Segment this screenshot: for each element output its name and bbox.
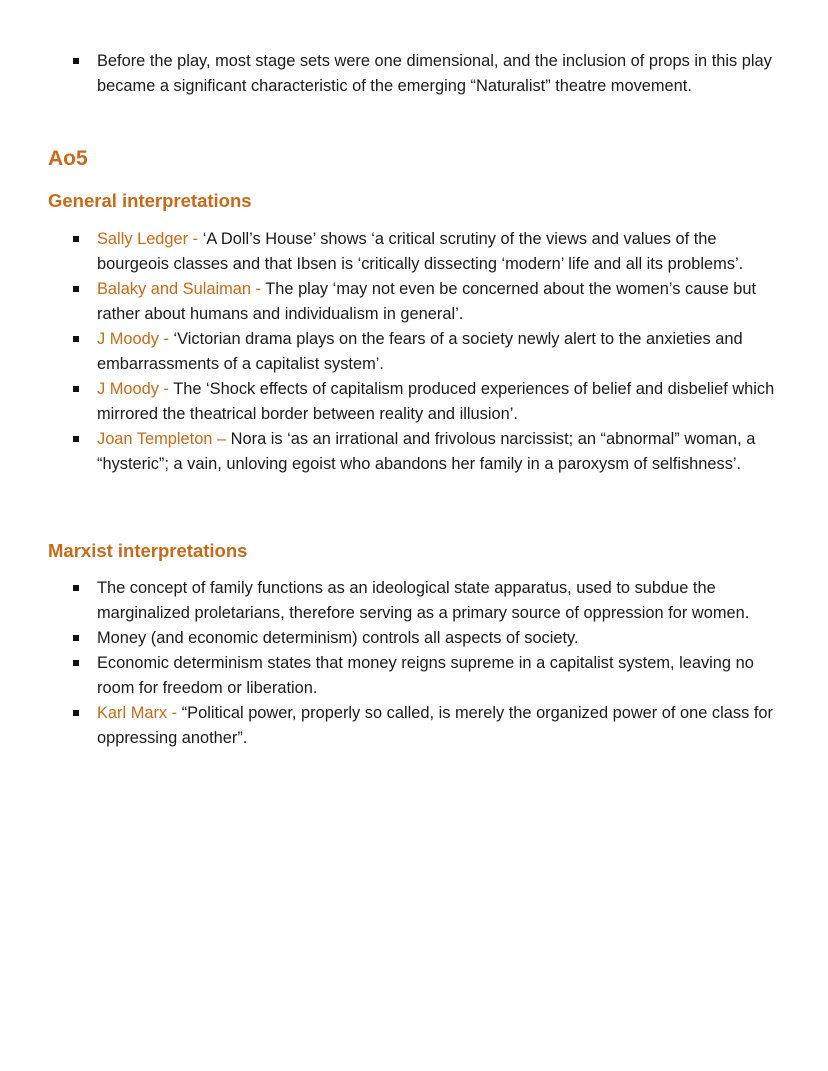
- bullet-text: Economic determinism states that money reigns supreme in a capitalist system, leaving no room for freedom or liberation.: [97, 654, 754, 697]
- bullet-source: Karl Marx -: [97, 704, 182, 722]
- intro-bullet-list: [0, 49, 828, 99]
- list-item: [0, 651, 828, 701]
- square-bullet-icon: [73, 286, 79, 292]
- square-bullet-icon: [73, 660, 79, 666]
- list-item: [0, 626, 828, 651]
- list-item: [0, 277, 828, 327]
- marxist-interpretations-heading: Marxist interpretations: [48, 540, 248, 561]
- bullet-text: Before the play, most stage sets were one dimensional, and the inclusion of props in this play became a significant characteristic of the emerging “Naturalist” theatre movement.: [97, 52, 772, 95]
- square-bullet-icon: [73, 585, 79, 591]
- bullet-text: Nora is ‘as an irrational and frivolous narcissist; an “abnormal” woman, a “hysteric”; a vain, unloving egoist who abandons her family in a paroxysm of selfishness’.: [97, 430, 756, 473]
- square-bullet-icon: [73, 58, 79, 64]
- bullet-text: The play ‘may not even be concerned about the women’s cause but rather about humans and individualism in general’.: [97, 280, 757, 323]
- list-item: [0, 227, 828, 277]
- bullet-source: Balaky and Sulaiman -: [97, 280, 266, 298]
- general-bullet-list: [0, 227, 828, 477]
- bullet-text: ‘Victorian drama plays on the fears of a society newly alert to the anxieties and embarrassments of a capitalist system’.: [97, 330, 743, 373]
- square-bullet-icon: [73, 710, 79, 716]
- square-bullet-icon: [73, 386, 79, 392]
- bullet-text: The ‘Shock effects of capitalism produced experiences of belief and disbelief which mirrored the theatrical border between reality and illusion’.: [97, 380, 775, 423]
- bullet-source: Joan Templeton –: [97, 430, 231, 448]
- bullet-source: J Moody -: [97, 330, 174, 348]
- square-bullet-icon: [73, 436, 79, 442]
- list-item: [0, 377, 828, 427]
- bullet-source: J Moody -: [97, 380, 174, 398]
- list-item: [0, 327, 828, 377]
- list-item: [0, 49, 828, 99]
- bullet-text: The concept of family functions as an ideological state apparatus, used to subdue the marginalized proletarians, therefore serving as a primary source of oppression for women.: [97, 579, 750, 622]
- list-item: [0, 427, 828, 477]
- square-bullet-icon: [73, 236, 79, 242]
- bullet-text: “Political power, properly so called, is merely the organized power of one class for oppressing another”.: [97, 704, 773, 747]
- section-heading: Ao5: [48, 147, 88, 170]
- square-bullet-icon: [73, 635, 79, 641]
- marxist-bullet-list: [0, 576, 828, 751]
- list-item: [0, 576, 828, 626]
- bullet-source: Sally Ledger -: [97, 230, 203, 248]
- square-bullet-icon: [73, 336, 79, 342]
- general-interpretations-heading: General interpretations: [48, 190, 252, 211]
- bullet-text: Money (and economic determinism) controls all aspects of society.: [97, 629, 579, 647]
- bullet-text: ‘A Doll’s House’ shows ‘a critical scrutiny of the views and values of the bourgeois classes and that Ibsen is ‘critically dissecting ‘modern’ life and all its problems’.: [97, 230, 744, 273]
- list-item: [0, 701, 828, 751]
